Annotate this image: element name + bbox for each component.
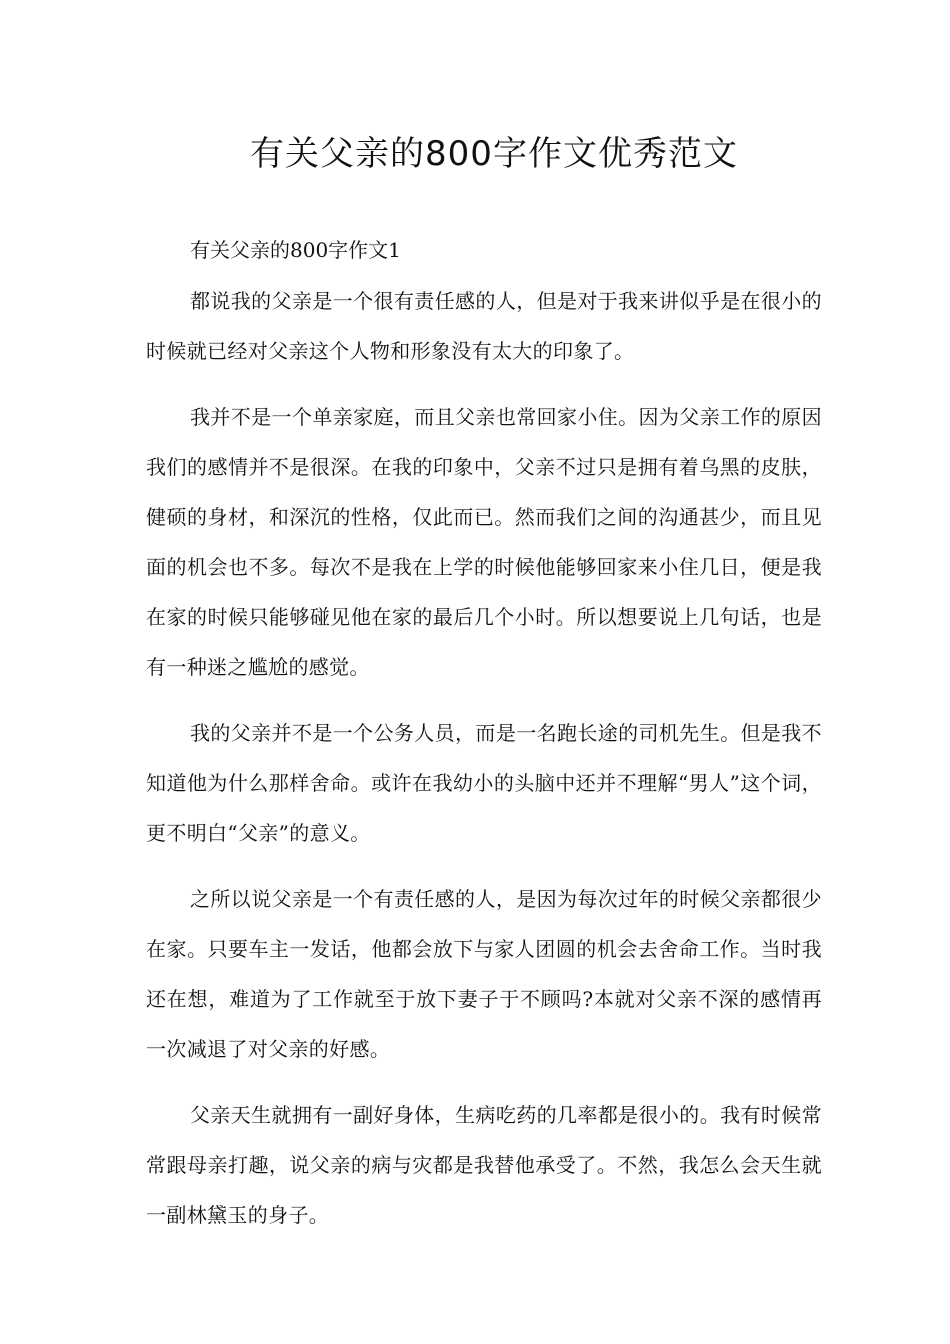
paragraph-4: 之所以说父亲是一个有责任感的人，是因为每次过年的时候父亲都很少在家。只要车主一发话，他都会放下与家人团圆的机会去舍命工作。当时我还在想，难道为了工作就至于放下妻子于不顾吗?本就对父亲不深的感情再一次减退了对父亲的好感。: [146, 887, 822, 1061]
paragraph-5: 父亲天生就拥有一副好身体，生病吃药的几率都是很小的。我有时候常常跟母亲打趣，说父亲的病与灾都是我替他承受了。不然，我怎么会天生就一副林黛玉的身子。: [146, 1103, 822, 1227]
paragraph-1: 都说我的父亲是一个很有责任感的人，但是对于我来讲似乎是在很小的时候就已经对父亲这个人物和形象没有太大的印象了。: [146, 289, 822, 363]
paragraph-2: 我并不是一个单亲家庭，而且父亲也常回家小住。因为父亲工作的原因我们的感情并不是很深。在我的印象中，父亲不过只是拥有着乌黑的皮肤，健硕的身材，和深沉的性格，仅此而已。然而我们之间的沟通甚少，而且见面的机会也不多。每次不是我在上学的时候他能够回家来小住几日，便是我在家的时候只能够碰见他在家的最后几个小时。所以想要说上几句话，也是有一种迷之尴尬的感觉。: [146, 405, 822, 679]
paragraph-3: 我的父亲并不是一个公务人员，而是一名跑长途的司机先生。但是我不知道他为什么那样舍命。或许在我幼小的头脑中还并不理解“男人”这个词，更不明白“父亲”的意义。: [146, 721, 822, 845]
document-title: 有关父亲的800字作文优秀范文: [250, 134, 738, 174]
essay-subtitle: 有关父亲的800字作文1: [190, 238, 401, 262]
